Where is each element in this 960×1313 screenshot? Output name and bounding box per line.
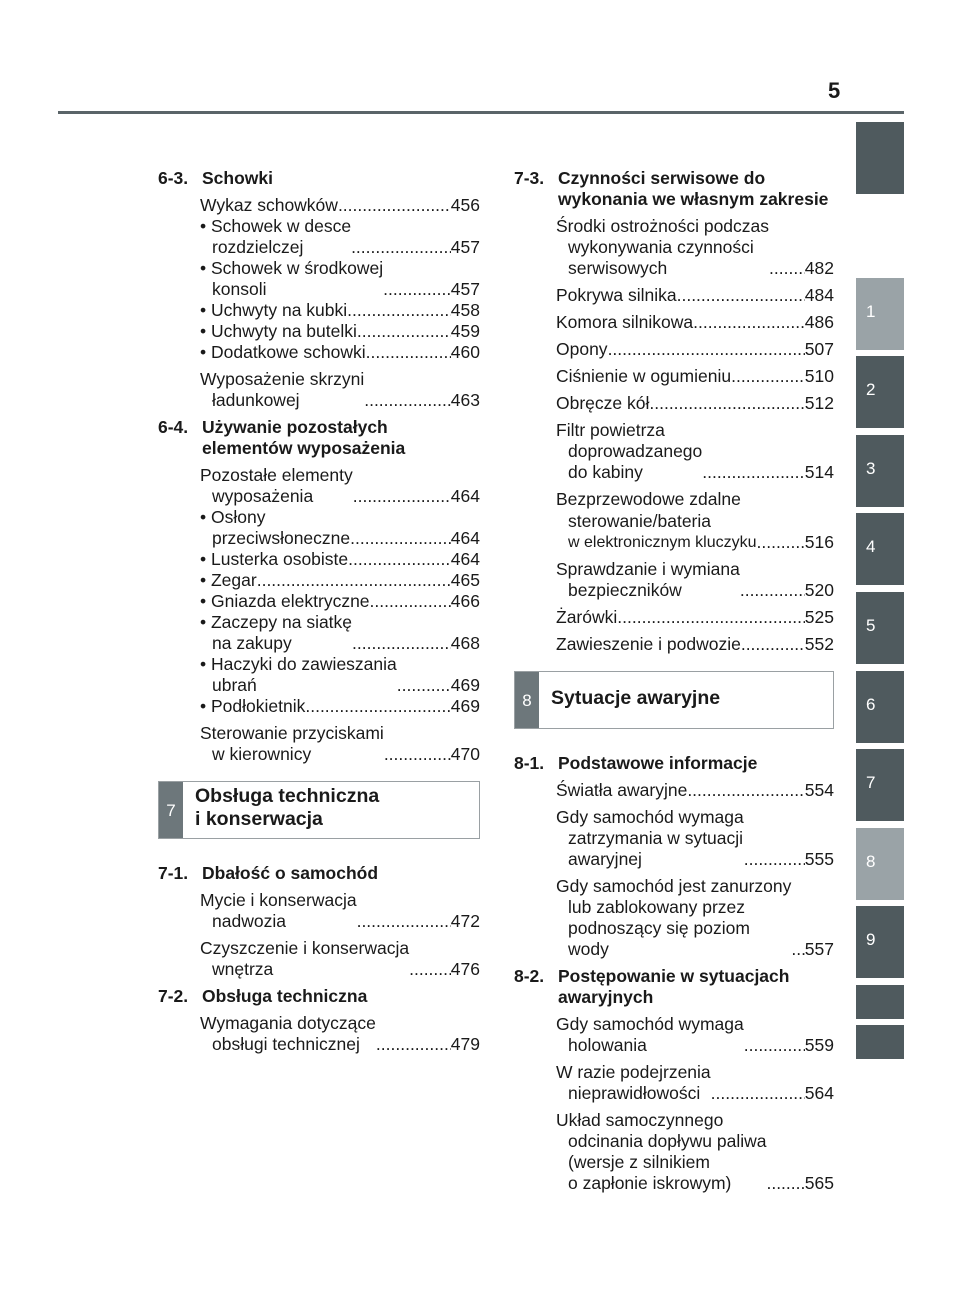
chapter-tab-1[interactable]: 1 <box>856 278 904 350</box>
chapter-8-banner[interactable]: 8 Sytuacje awaryjne <box>514 671 834 729</box>
toc-entry[interactable]: Zawieszenie i podwozie ..... 552 <box>556 634 834 655</box>
header-rule <box>58 111 904 114</box>
toc-entry[interactable]: Obręcze kół ..... 512 <box>556 393 834 414</box>
toc-entry[interactable]: Wykaz schowków ..... 456 <box>200 195 480 216</box>
section-heading: 7-1. Dbałość o samochód <box>158 863 379 883</box>
toc-entry[interactable]: • Zegar ..... 465 <box>200 570 480 591</box>
toc-entry[interactable]: • Podłokietnik ..... 469 <box>200 696 480 717</box>
chapter-tab-8[interactable]: 8 <box>856 828 904 900</box>
chapter-tab[interactable] <box>856 1025 904 1059</box>
chapter-tab-6[interactable]: 6 <box>856 671 904 743</box>
toc-left-column <box>158 168 480 1061</box>
chapter-tab-4[interactable]: 4 <box>856 513 904 585</box>
toc-entry[interactable]: • Haczyki do zawieszania ubrań ..... 469 <box>200 654 480 696</box>
toc-entry[interactable]: • Zaczepy na siatkę na zakupy ..... 468 <box>200 612 480 654</box>
toc-entry[interactable]: Opony ..... 507 <box>556 339 834 360</box>
toc-entry[interactable]: • Uchwyty na kubki ..... 458 <box>200 300 480 321</box>
chapter-tab-7[interactable]: 7 <box>856 749 904 821</box>
toc-entry[interactable]: Gdy samochód wymaga zatrzymania w sytuacji awaryjnej ..... 555 <box>556 807 834 870</box>
toc-right-column <box>514 168 834 1200</box>
chapter-tab-5[interactable]: 5 <box>856 592 904 664</box>
chapter-tab-3[interactable]: 3 <box>856 435 904 507</box>
toc-entry[interactable]: Pokrywa silnika ..... 484 <box>556 285 834 306</box>
section-heading: 8-2. Postępowanie w sytuacjach awaryjnych <box>514 966 790 1007</box>
toc-entry[interactable]: Żarówki ..... 525 <box>556 607 834 628</box>
toc-entry[interactable]: Sterowanie przyciskami w kierownicy ..... 470 <box>200 723 480 765</box>
section-heading: 6-3. Schowki <box>158 168 273 188</box>
chapter-7-banner[interactable]: 7 Obsługa techniczna i konserwacja <box>158 781 480 839</box>
toc-entry[interactable]: W razie podejrzenia nieprawidłowości ..... 564 <box>556 1062 834 1104</box>
toc-entry[interactable]: • Gniazda elektryczne ..... 466 <box>200 591 480 612</box>
toc-entry[interactable]: • Schowek w środkowej konsoli ..... 457 <box>200 258 480 300</box>
toc-entry[interactable]: Filtr powietrza doprowadzanego do kabiny ..... 514 <box>556 420 834 483</box>
chapter-tab[interactable] <box>856 122 904 194</box>
toc-entry[interactable]: • Schowek w desce rozdzielczej ..... 457 <box>200 216 480 258</box>
section-heading: 7-2. Obsługa techniczna <box>158 986 368 1006</box>
toc-entry[interactable]: Środki ostrożności podczas wykonywania czynności serwisowych ..... 482 <box>556 216 834 279</box>
chapter-tab-9[interactable]: 9 <box>856 906 904 978</box>
toc-entry[interactable]: Pozostałe elementy wyposażenia ..... 464 <box>200 465 480 507</box>
toc-entry[interactable]: Wyposażenie skrzyni ładunkowej ..... 463 <box>200 369 480 411</box>
toc-entry[interactable]: • Lusterka osobiste ..... 464 <box>200 549 480 570</box>
toc-entry[interactable]: Komora silnikowa ..... 486 <box>556 312 834 333</box>
section-heading: 7-3. Czynności serwisowe do wykonania we własnym zakresie <box>514 168 829 209</box>
toc-entry[interactable]: Mycie i konserwacja nadwozia ..... 472 <box>200 890 480 932</box>
toc-entry[interactable]: Gdy samochód jest zanurzony lub zablokowany przez podnoszący się poziom wody ..... 557 <box>556 876 834 960</box>
toc-entry[interactable]: • Osłony przeciwsłoneczne ..... 464 <box>200 507 480 549</box>
toc-entry[interactable]: Wymagania dotyczące obsługi technicznej ..... 479 <box>200 1013 480 1055</box>
toc-entry[interactable]: Sprawdzanie i wymiana bezpieczników ..... 520 <box>556 559 834 601</box>
chapter-tab-2[interactable]: 2 <box>856 356 904 428</box>
toc-entry[interactable]: Światła awaryjne ..... 554 <box>556 780 834 801</box>
section-heading: 6-4. Używanie pozostałych elementów wyposażenia <box>158 417 406 458</box>
toc-entry[interactable]: Czyszczenie i konserwacja wnętrza ..... 476 <box>200 938 480 980</box>
toc-entry[interactable]: Bezprzewodowe zdalne sterowanie/bateria w elektronicznym kluczyku ..... 516 <box>556 489 834 553</box>
section-heading: 8-1. Podstawowe informacje <box>514 753 758 773</box>
chapter-tab[interactable] <box>856 985 904 1019</box>
toc-entry[interactable]: • Dodatkowe schowki ..... 460 <box>200 342 480 363</box>
toc-entry[interactable]: Ciśnienie w ogumieniu ..... 510 <box>556 366 834 387</box>
page-number: 5 <box>828 78 841 103</box>
toc-entry[interactable]: Układ samoczynnego odcinania dopływu paliwa (wersje z silnikiem o zapłonie iskrowym) ..... 565 <box>556 1110 834 1194</box>
toc-entry[interactable]: Gdy samochód wymaga holowania ..... 559 <box>556 1014 834 1056</box>
toc-entry[interactable]: • Uchwyty na butelki ..... 459 <box>200 321 480 342</box>
